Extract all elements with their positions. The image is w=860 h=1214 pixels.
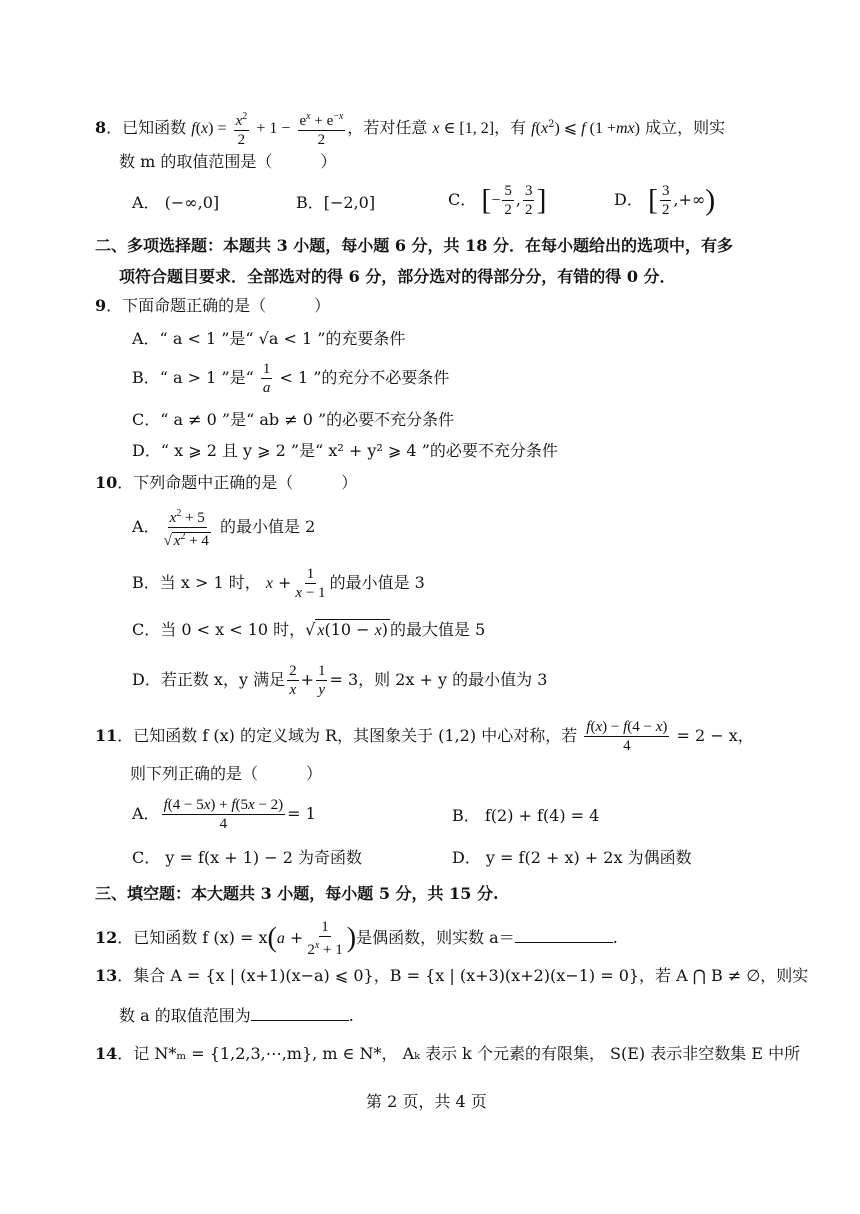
q10-option-d-head: D．若正数 x，y 满足 bbox=[132, 670, 286, 689]
q9-option-a: A．“ a < 1 ”是“ √a < 1 ”的充要条件 bbox=[132, 329, 406, 348]
q9-option-b: B．“ a > 1 ”是“ $\frac{1}{a}$ < 1 ”的充分不必要条件 bbox=[132, 361, 450, 396]
q10-option-c-tail: 的最大值是 5 bbox=[390, 620, 486, 639]
q13-line-1 bbox=[95, 966, 808, 986]
q11-option-b: B． f(2) + f(4) = 4 bbox=[452, 806, 600, 825]
q8-stem-4: 成立，则实 bbox=[645, 118, 726, 137]
q12-stem-1: ．已知函数 f (x) = x bbox=[117, 928, 268, 947]
q13-stem-1: ．集合 A = {x | (x+1)(x−a) ⩽ 0}，B = {x | (x+3)(x+2)(x−1) = 0}，若 A ⋂ B ≠ ∅，则实 bbox=[117, 966, 809, 985]
q8-stem-1: ．已知函数 bbox=[106, 118, 187, 137]
q14-stem: ．记 N*ₘ = {1,2,3,⋯,m}, m ∈ N*， Aₖ 表示 k 个元素的有限集， S(E) 表示非空数集 E 中所 bbox=[117, 1044, 801, 1063]
q9-number: 9 bbox=[95, 296, 107, 315]
page-footer: 第 2 页，共 4 页 bbox=[366, 1092, 487, 1111]
section2-heading-2: 项符合题目要求．全部选对的得 6 分，部分选对的得部分分，有错的得 0 分． bbox=[119, 267, 676, 286]
q11-option-d: D． y = f(2 + x) + 2x 为偶函数 bbox=[452, 848, 692, 867]
section3-heading: 三、填空题：本大题共 3 小题，每小题 5 分，共 15 分. bbox=[95, 884, 499, 903]
q11-line-2: 则下列正确的是（ ） bbox=[130, 764, 323, 783]
q8-line-1: 8．已知函数 f(x) = $\frac{x^2}{2}$ + 1 − $\frac{e^x + e^{-x}}{2}$ ，若对任意 x ∈ [1, 2]，有 $f(x^2)$ ⩽ f (1 +mx) 成立，则实 bbox=[95, 108, 725, 149]
q8-stem-2: ，若对任意 bbox=[347, 118, 428, 137]
q8-stem-3: ，有 bbox=[494, 118, 527, 137]
q11-option-c: C． y = f(x + 1) − 2 为奇函数 bbox=[132, 848, 362, 867]
q10-option-a: A． $\frac{x^2 + 5}{√ x^2 + 4}$ 的最小值是 2 bbox=[132, 505, 315, 550]
section2-heading: 二、多项选择题：本题共 3 小题，每小题 6 分，共 18 分．在每小题给出的选项中，有多 bbox=[95, 236, 733, 255]
q10-option-d: D．若正数 x，y 满足 $\frac{2}{x}$ + $\frac{1}{y}$ = 3，则 2x + y 的最小值为 3 bbox=[132, 663, 548, 698]
q11-option-a: A． $\frac{f(4 - 5x) + f(5x - 2)}{4}$ = 1 bbox=[132, 797, 316, 832]
q8-option-b: B．[−2,0] bbox=[296, 193, 376, 212]
q10-option-b-head: B．当 x > 1 时， bbox=[132, 573, 261, 592]
q12-line: 12．已知函数 f (x) = x(a + $\frac{1}{2^x + 1}$ )是偶函数，则实数 a＝ . bbox=[95, 919, 618, 958]
q13-line-2 bbox=[119, 1006, 354, 1026]
q10-option-b-tail: 的最小值是 3 bbox=[329, 573, 425, 592]
q11-number: 11 bbox=[95, 726, 118, 745]
q11-line-1: 11．已知函数 f (x) 的定义域为 R，其图象关于 (1,2) 中心对称，若 $\frac{f(x) - f(4 - x)}{4}$ = 2 − x， bbox=[95, 719, 754, 754]
q10-stem bbox=[95, 473, 357, 493]
q8-option-d-label: D． bbox=[614, 190, 643, 209]
q13-answer-blank[interactable] bbox=[251, 1006, 349, 1021]
q12-answer-blank[interactable] bbox=[515, 928, 613, 943]
q9-stem-text: ．下面命题正确的是（ ） bbox=[106, 296, 331, 315]
q13-number: 13 bbox=[95, 966, 118, 985]
q10-option-d-tail: ，则 2x + y 的最小值为 3 bbox=[358, 670, 548, 689]
q8-option-c-label: C． bbox=[448, 190, 477, 209]
q8-number: 8 bbox=[95, 118, 107, 137]
q10-option-b: B．当 x > 1 时， x + $\frac{1}{x - 1}$ 的最小值是 3 bbox=[132, 566, 425, 601]
q8-option-c: C． [− $\frac{5}{2}$ , $\frac{3}{2}$ ] bbox=[448, 183, 547, 218]
q10-option-c: C．当 0 < x < 10 时，√ x(10 − x) 的最大值是 5 bbox=[132, 620, 486, 639]
q11-stem-2: = 2 − x， bbox=[676, 726, 754, 745]
q10-number: 10 bbox=[95, 473, 118, 492]
q9-option-d: D．“ x ⩾ 2 且 y ⩾ 2 ”是“ x² + y² ⩾ 4 ”的必要不充分条件 bbox=[132, 441, 558, 460]
q8-line-2: 数 m 的取值范围是（ ） bbox=[119, 152, 337, 171]
q10-stem-text: ．下列命题中正确的是（ ） bbox=[117, 473, 358, 492]
q12-stem-3: . bbox=[612, 928, 618, 947]
q12-number: 12 bbox=[95, 928, 118, 947]
q9-option-c: C．“ a ≠ 0 ”是“ ab ≠ 0 ”的必要不充分条件 bbox=[132, 410, 455, 429]
q9-option-b-2: < 1 ”的充分不必要条件 bbox=[279, 368, 450, 387]
q8-option-d: D． [ $\frac{3}{2}$ ,+∞) bbox=[614, 183, 716, 218]
q13-stem-3: . bbox=[348, 1006, 354, 1025]
q9-option-b-1: B．“ a > 1 ”是“ bbox=[132, 368, 254, 387]
q12-stem-2: 是偶函数，则实数 a＝ bbox=[356, 928, 515, 947]
q14-line bbox=[95, 1044, 800, 1064]
q10-option-c-head: C．当 0 < x < 10 时， bbox=[132, 620, 306, 639]
q11-stem-1: ．已知函数 f (x) 的定义域为 R，其图象关于 (1,2) 中心对称，若 bbox=[117, 726, 578, 745]
q13-stem-2: 数 a 的取值范围为 bbox=[119, 1006, 251, 1025]
q10-option-a-tail: 的最小值是 2 bbox=[220, 517, 316, 536]
q8-option-a: A． (−∞,0] bbox=[132, 193, 220, 212]
q14-number: 14 bbox=[95, 1044, 118, 1063]
q9-stem bbox=[95, 296, 330, 316]
